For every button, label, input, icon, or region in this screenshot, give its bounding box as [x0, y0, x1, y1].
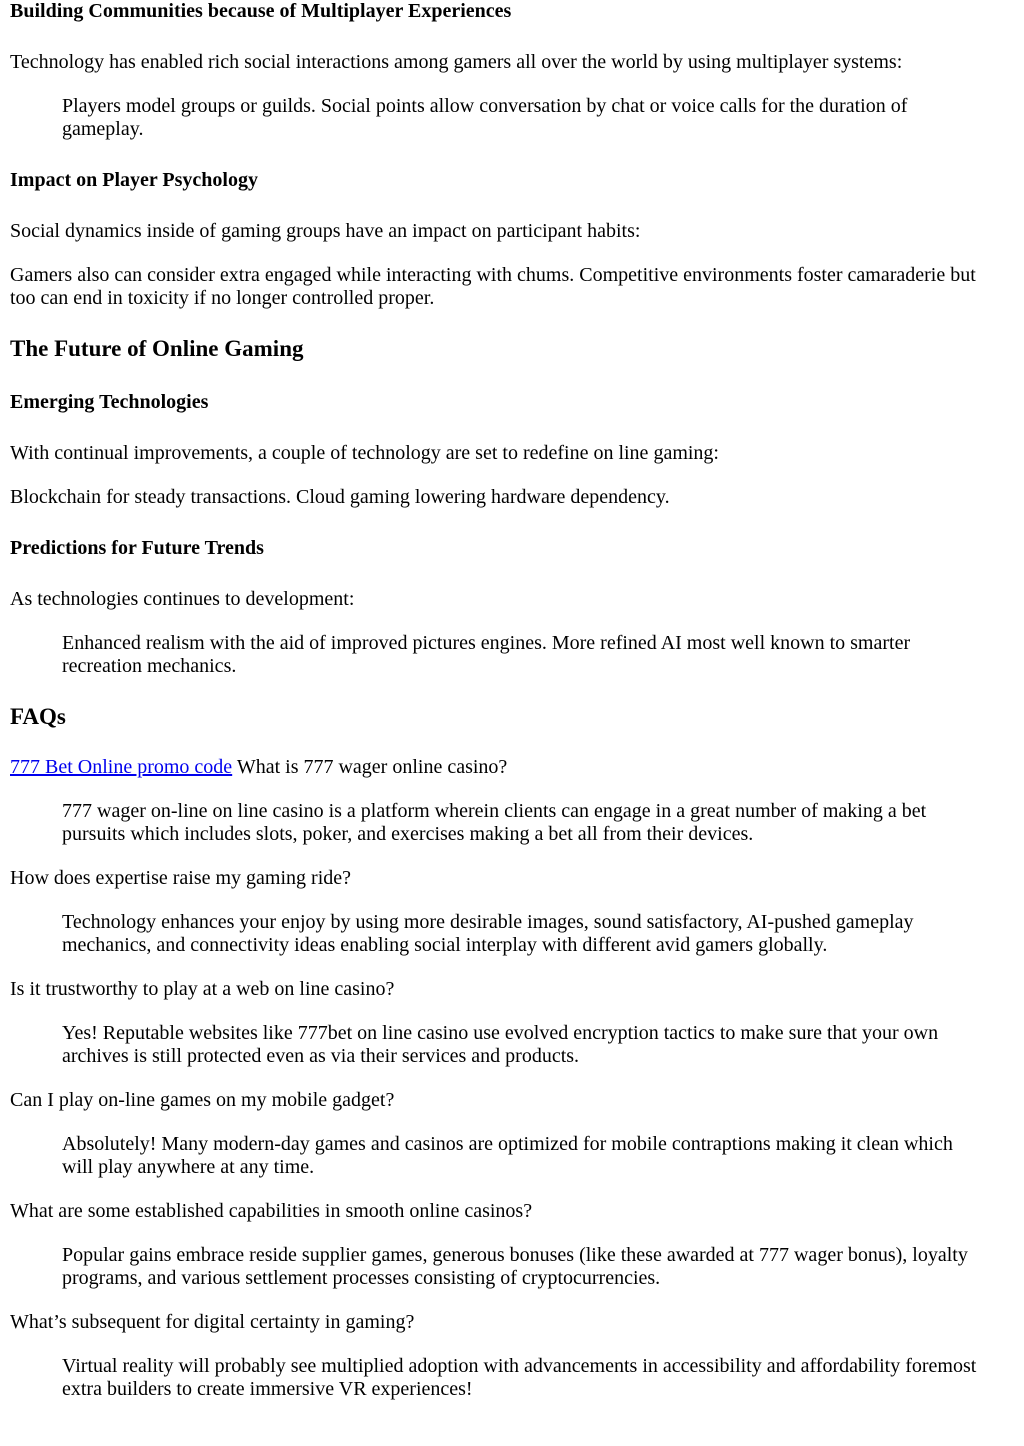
promo-code-link[interactable]: 777 Bet Online promo code: [10, 756, 233, 778]
indented-quote: 777 wager on-line on line casino is a platform wherein clients can engage in a great number of making a bet pursuits which includes slots, poker, and exercises making a bet all from their devices.: [62, 800, 927, 845]
subsection-heading: Emerging Technologies: [10, 391, 209, 413]
indented-quote: Absolutely! Many modern-day games and casinos are optimized for mobile contraptions making it clean which will play anywhere at any time.: [62, 1133, 953, 1178]
paragraph: Gamers also can consider extra engaged while interacting with chums. Competitive environments foster camaraderie but too can end in toxicity if no longer controlled proper.: [10, 264, 976, 309]
indented-quote: Enhanced realism with the aid of improved pictures engines. More refined AI most well known to smarter recreation mechanics.: [62, 632, 911, 677]
paragraph: Blockchain for steady transactions. Cloud gaming lowering hardware dependency.: [10, 486, 670, 508]
paragraph: What are some established capabilities in smooth online casinos?: [10, 1200, 533, 1222]
paragraph: As technologies continues to development:: [10, 588, 355, 610]
indented-quote: Players model groups or guilds. Social points allow conversation by chat or voice calls for the duration of gameplay.: [62, 95, 908, 140]
faq-question-text: What is 777 wager online casino?: [232, 756, 508, 778]
section-heading: FAQs: [10, 704, 66, 729]
paragraph: Is it trustworthy to play at a web on line casino?: [10, 978, 395, 1000]
paragraph: With continual improvements, a couple of technology are set to redefine on line gaming:: [10, 442, 719, 464]
indented-quote: Virtual reality will probably see multiplied adoption with advancements in accessibility and affordability foremost extra builders to create immersive VR experiences!: [62, 1355, 977, 1400]
section-heading: The Future of Online Gaming: [10, 336, 304, 361]
paragraph: Technology has enabled rich social interactions among gamers all over the world by using multiplayer systems:: [10, 51, 903, 73]
subsection-heading: Predictions for Future Trends: [10, 537, 264, 559]
paragraph: Can I play on-line games on my mobile gadget?: [10, 1089, 395, 1111]
paragraph: [10, 756, 990, 779]
paragraph: Social dynamics inside of gaming groups have an impact on participant habits:: [10, 220, 641, 242]
indented-quote: Popular gains embrace reside supplier games, generous bonuses (like these awarded at 777 wager bonus), loyalty programs, and various settlement processes consisting of cryptocurrencies.: [62, 1244, 968, 1289]
indented-quote: Yes! Reputable websites like 777bet on line casino use evolved encryption tactics to make sure that your own archives is still protected even as via their services and products.: [62, 1022, 939, 1067]
subsection-heading: Building Communities because of Multiplayer Experiences: [10, 0, 512, 22]
indented-quote: Technology enhances your enjoy by using more desirable images, sound satisfactory, AI-pushed gameplay mechanics, and connectivity ideas enabling social interplay with different avid gamers globally.: [62, 911, 914, 956]
paragraph: What’s subsequent for digital certainty in gaming?: [10, 1311, 415, 1333]
article-body: [10, 0, 990, 1401]
paragraph: How does expertise raise my gaming ride?: [10, 867, 352, 889]
subsection-heading: Impact on Player Psychology: [10, 169, 258, 191]
